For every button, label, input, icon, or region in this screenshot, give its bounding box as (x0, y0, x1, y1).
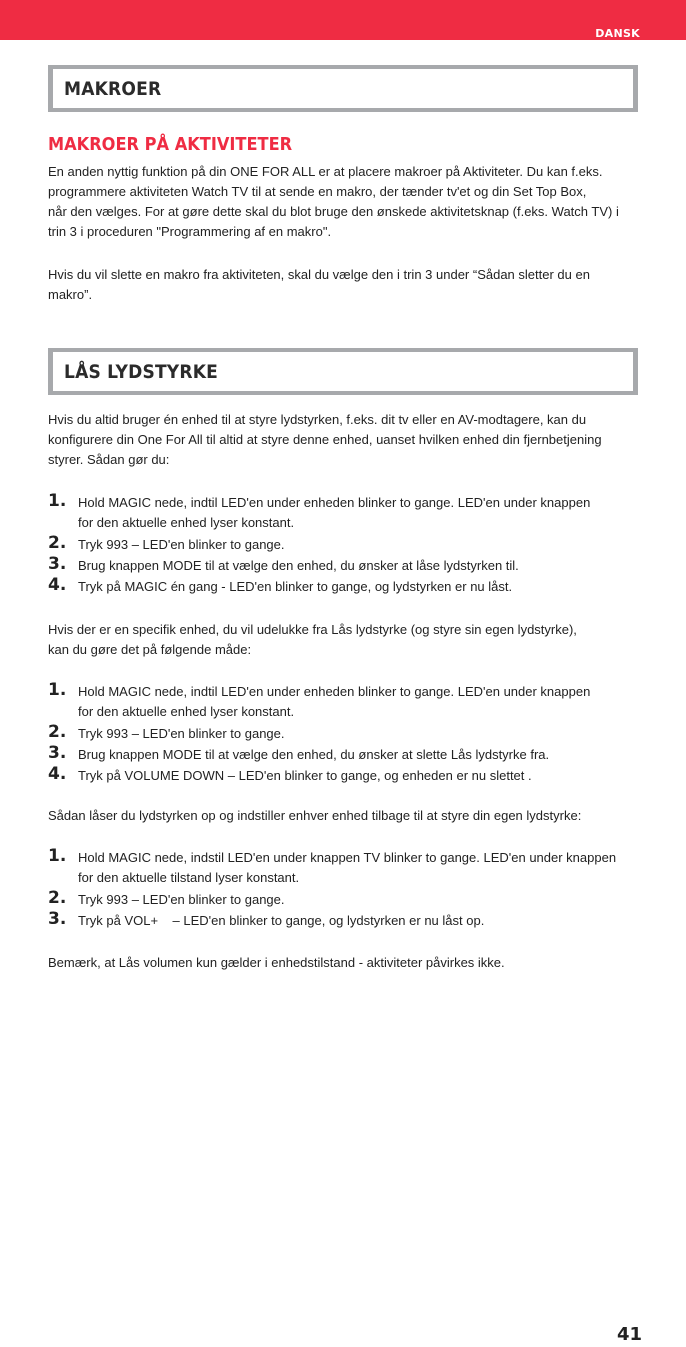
text-line: for den aktuelle enhed lyser konstant. (78, 704, 295, 719)
step-text (78, 848, 616, 888)
volume-lock-note (48, 953, 646, 973)
step-text (78, 556, 519, 576)
step-number: 4. (48, 575, 67, 595)
step-number: 1. (48, 491, 67, 511)
step-number: 2. (48, 888, 67, 908)
text-line: Tryk på VOLUME DOWN – LED'en blinker to gange, og enheden er nu slettet . (78, 768, 532, 783)
step-text (78, 911, 484, 931)
step-text (78, 745, 549, 765)
macros-paragraph-1 (48, 162, 646, 242)
section-header-volume-lock (48, 348, 638, 395)
step-number: 2. (48, 722, 67, 742)
text-line: Bemærk, at Lås volumen kun gælder i enhedstilstand - aktiviteter påvirkes ikke. (48, 955, 505, 970)
text-line: Tryk 993 – LED'en blinker to gange. (78, 537, 285, 552)
text-line: programmere aktiviteten Watch TV til at sende en makro, der tænder tv'et og din Set Top Box, (48, 184, 587, 199)
step-number: 3. (48, 909, 67, 929)
text-line: Brug knappen MODE til at vælge den enhed, du ønsker at slette Lås lydstyrke fra. (78, 747, 550, 762)
volume-lock-exclude-intro (48, 620, 646, 660)
text-line: Tryk på VOL+ – LED'en blinker to gange, og lydstyrken er nu låst op. (78, 913, 485, 928)
step-number: 1. (48, 680, 67, 700)
section-title-volume-lock: LÅS LYDSTYRKE (64, 360, 219, 383)
text-line: Hold MAGIC nede, indtil LED'en under enheden blinker to gange. LED'en under knappen (78, 495, 591, 510)
section-header-macros (48, 65, 638, 112)
step-text (78, 890, 285, 910)
step-text (78, 493, 590, 533)
language-label: DANSK (595, 27, 640, 40)
text-line: Brug knappen MODE til at vælge den enhed, du ønsker at låse lydstyrken til. (78, 558, 519, 573)
subheading-macros-on-activities: MAKROER PÅ AKTIVITETER (48, 134, 293, 155)
volume-lock-intro (48, 410, 646, 470)
step-text (78, 535, 285, 555)
text-line: Hold MAGIC nede, indstil LED'en under knappen TV blinker to gange. LED'en under knappen (78, 850, 617, 865)
section-header-inner (53, 352, 633, 391)
section-header-inner (53, 69, 633, 108)
step-number: 1. (48, 846, 67, 866)
step-number: 3. (48, 743, 67, 763)
top-color-bar (0, 0, 686, 40)
text-line: trin 3 i proceduren "Programmering af en makro". (48, 224, 332, 239)
text-line: Tryk 993 – LED'en blinker to gange. (78, 726, 285, 741)
text-line: styrer. Sådan gør du: (48, 452, 170, 467)
text-line: for den aktuelle enhed lyser konstant. (78, 515, 295, 530)
text-line: for den aktuelle tilstand lyser konstant. (78, 870, 300, 885)
text-line: Sådan låser du lydstyrken op og indstiller enhver enhed tilbage til at styre din egen lydstyrke: (48, 808, 582, 823)
step-number: 2. (48, 533, 67, 553)
text-line: Hold MAGIC nede, indtil LED'en under enheden blinker to gange. LED'en under knappen (78, 684, 591, 699)
step-text (78, 577, 512, 597)
text-line: Hvis du vil slette en makro fra aktiviteten, skal du vælge den i trin 3 under “Sådan sletter du en (48, 267, 590, 282)
text-line: Tryk på MAGIC én gang - LED'en blinker to gange, og lydstyrken er nu låst. (78, 579, 513, 594)
text-line: Hvis der er en specifik enhed, du vil udelukke fra Lås lydstyrke (og styre sin egen lydstyrke), (48, 622, 577, 637)
step-number: 3. (48, 554, 67, 574)
step-text (78, 682, 590, 722)
step-number: 4. (48, 764, 67, 784)
section-title-macros: MAKROER (64, 77, 162, 100)
text-line: En anden nyttig funktion på din ONE FOR ALL er at placere makroer på Aktiviteter. Du kan f.eks. (48, 164, 603, 179)
volume-unlock-intro (48, 806, 646, 826)
step-text (78, 766, 532, 786)
page-number: 41 (616, 1324, 642, 1345)
step-text (78, 724, 285, 744)
text-line: Hvis du altid bruger én enhed til at styre lydstyrken, f.eks. dit tv eller en AV-modtagere, kan du (48, 412, 587, 427)
text-line: Tryk 993 – LED'en blinker to gange. (78, 892, 285, 907)
text-line: makro”. (48, 287, 93, 302)
text-line: konfigurere din One For All til altid at styre denne enhed, uanset hvilken enhed din fjernbetjening (48, 432, 602, 447)
text-line: kan du gøre det på følgende måde: (48, 642, 252, 657)
text-line: når den vælges. For at gøre dette skal du blot bruge den ønskede aktivitetsknap (f.eks. Watch TV) i (48, 204, 619, 219)
macros-paragraph-2 (48, 265, 646, 305)
